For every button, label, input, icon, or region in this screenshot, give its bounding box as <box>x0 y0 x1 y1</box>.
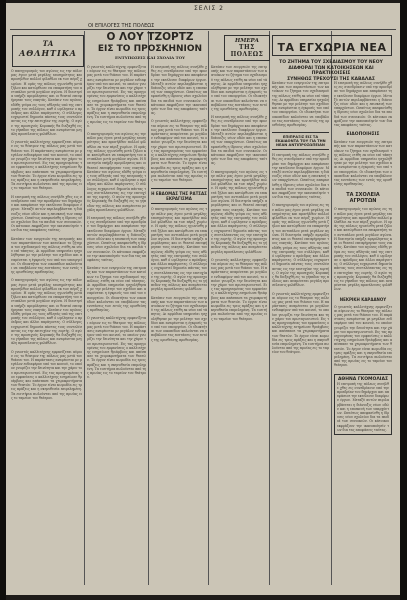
column-1 <box>11 69 82 589</box>
column-rule <box>331 31 332 585</box>
column-2-text: Ο γνωστός καλλιτέχνης εμφανίζεται αύριον εις το θέατρον της πόλεως μας μετά του θιάσου του. Η παράστασις αναμένεται με μεγάλον ενδιαφέρον υπό του κοινού, το οποίον γνωρίζει την δεινότητα και την χάριν του πρωταγωνιστού. Εις τας προηγουμένας του εμφανίσεις ο καλλιτέχνης εσημείωσε θριάμβους και απέσπασε τα χειροκροτήματα των θεατών. Το έργον είναι κωμωδία εις τρεις πράξεις και η σκηνοθεσία επιμελημένη. Τα εισιτήρια πωλούνται από της πρωίας εις το ταμείον του θεάτρου. <box>87 65 146 128</box>
page-number: ΣΕΛΙΣ 2 <box>194 5 224 12</box>
column-5-text-cont3: Ο γνωστός καλλιτέχνης εμφανίζεται αύριον εις το θέατρον της πόλεως μας μετά του θιάσου του. Η παράστασις αναμένεται με μεγάλον ενδιαφέρον υπό του κοινού, το οποίον γνωρίζει την δεινότητα και την χάριν του πρωταγωνιστού. Εις τας προηγουμένας του εμφανίσεις ο καλλιτέχνης εσημείωσε θριάμβους και απέσπασε τα χειροκροτήματα των θεατών. Το έργον είναι κωμωδία εις τρεις πράξεις και η σκηνοθεσία επιμελημένη. Τα εισιτήρια πωλούνται από της πρωίας εις το ταμείον του θεάτρου. <box>272 291 329 355</box>
masthead-rule <box>10 29 396 30</box>
column-2-text-cont4: Ο γνωστός καλλιτέχνης εμφανίζεται αύριον εις το θέατρον της πόλεως μας μετά του θιάσου του. Η παράστασις αναμένεται με μεγάλον ενδιαφέρον υπό του κοινού, το οποίον γνωρίζει την δεινότητα και την χάριν του πρωταγωνιστού. Εις τας προηγουμένας του εμφανίσεις ο καλλιτέχνης εσημείωσε θριάμβους και απέσπασε τα χειροκροτήματα των θεατών. Το έργον είναι κωμωδία εις τρεις πράξεις και η σκηνοθεσία επιμελημένη. Τα εισιτήρια πωλούνται από της πρωίας εις το ταμείον του θεάτρου. <box>87 316 146 380</box>
city-heading-line2: ΤΗΣ ΠΟΛΕΩΣ <box>230 44 264 58</box>
column-label: ΟΙ ΕΠΙΛΟΓΕΣ ΤΗΣ ΠΟΛΕΩΣ <box>88 23 155 29</box>
feature-dateline: ΕΝΤΥΠΩΣΕΙΣ ΚΑΙ ΣΧΟΛΙΑ ΤΟΥ <box>115 55 185 60</box>
mid-box-heading: Η ΕΒΔΟΜΑΣ ΤΗΣ ΡΑΤΣΑΣ ΕΚΡΑΓΙΣΜΑ <box>151 188 207 204</box>
column-3 <box>151 65 207 590</box>
column-rule <box>269 31 270 585</box>
sports-heading-box <box>12 35 84 67</box>
column-2-text-cont3: Κατόπιν των ενεργειών της επιτροπής και των παραστάσεων των κατοίκων το ζήτημα του σχεδιασμού της πόλεως ετέθη εκ νέου επί τάπητος. Αι αρμόδιαι υπηρεσίαι ησχολήθησαν με την μελέτην του σχεδίου και αναμένεται η έγκρισίς του υπό του υπουργείου. Οι ιδιοκτήται των οικοπέδων καλούνται να υποβάλουν τας ενστάσεις των εντός της ορισθείσης προθεσμίας. <box>87 266 146 313</box>
column-6-text: Η επιτροπή της πόλεως συνήλθε χθες εις συνεδρίασιν υπό την προεδρίαν του δημάρχου και απεφάσισε την εκτέλεσιν διαφόρων έργων. Μεταξύ αυτών περιλαμβάνεται η διάνοιξις νέων οδών και η επισκευή των υπαρχόντων. Ωσαύτως απεφασίσθη η ίδρυσις νέου σχολείου δια τα παιδιά των συνοικιών. Οι κάτοικοι εκφράζουν την ικανοποίησίν των δια τας αποφάσεις ταύτας. <box>334 81 392 128</box>
column-1-text: Ο πανηγυρισμός του αγώνος εις την πόλιν μας έγινε μετά μεγάλης επισημότητος και προσήλθον πολλοί φίλαθλοι εκ των πέριξ χωρίων. Η ομάς της πόλεως ηγωνίσθη μετά ζήλου και κατώρθωσε να επικρατήση του αντιπάλου μετά μεγάλον αγώνα. Η διαιτησία υπήρξε αμερόληπτος και οι θεαταί επευφήμησαν τους νικητάς. Κατόπιν του αγώνος εδόθη γεύμα εις τους αθλητάς υπό της επιτροπής του συλλόγου, καθ ό ωμίλησαν ο πρόεδρος και άλλοι παράγοντες. Ο σύλλογος ευχαριστεί δημοσία πάντας τους συντελέσαντας εις την επιτυχίαν της εορτής. Ο αγών της προσεχούς Κυριακής θα διεξαχθή εις το γήπεδον της πόλεως και αναμένεται μεγάλη προσέλευσις φιλάθλων. <box>11 69 82 137</box>
column-3-text-cont2: Ο πανηγυρισμός του αγώνος εις την πόλιν μας έγινε μετά μεγάλης επισημότητος και προσήλθον πολλοί φίλαθλοι εκ των πέριξ χωρίων. Η ομάς της πόλεως ηγωνίσθη μετά ζήλου και κατώρθωσε να επικρατήση του αντιπάλου μετά μεγάλον αγώνα. Η διαιτησία υπήρξε αμερόληπτος και οι θεαταί επευφήμησαν τους νικητάς. Κατόπιν του αγώνος εδόθη γεύμα εις τους αθλητάς υπό της επιτροπής του συλλόγου, καθ ό ωμίλησαν ο πρόεδρος και άλλοι παράγοντες. Ο σύλλογος ευχαριστεί δημοσία πάντας τους συντελέσαντας εις την επιτυχίαν της εορτής. Ο αγών της προσεχούς Κυριακής θα διεξαχθή εις το γήπεδον της πόλεως και αναμένεται μεγάλη προσέλευσις φιλάθλων. <box>151 207 207 292</box>
local-news-title: ΤΑ ΕΓΧΩΡΙΑ ΝΕΑ <box>277 41 387 54</box>
column-4-text-cont2: Ο πανηγυρισμός του αγώνος εις την πόλιν μας έγινε μετά μεγάλης επισημότητος και προσήλθον πολλοί φίλαθλοι εκ των πέριξ χωρίων. Η ομάς της πόλεως ηγωνίσθη μετά ζήλου και κατώρθωσε να επικρατήση του αντιπάλου μετά μεγάλον αγώνα. Η διαιτησία υπήρξε αμερόληπτος και οι θεαταί επευφήμησαν τους νικητάς. Κατόπιν του αγώνος εδόθη γεύμα εις τους αθλητάς υπό της επιτροπής του συλλόγου, καθ ό ωμίλησαν ο πρόεδρος και άλλοι παράγοντες. Ο σύλλογος ευχαριστεί δημοσία πάντας τους συντελέσαντας εις την επιτυχίαν της εορτής. Ο αγών της προσεχούς Κυριακής θα διεξαχθή εις το γήπεδον της πόλεως και αναμένεται μεγάλη προσέλευσις φιλάθλων. <box>211 169 267 254</box>
feature-subtitle: ΕΙΣ ΤΟ ΠΡΟΣΚΗΝΙΟΝ <box>97 44 203 54</box>
right-news3-heading: ΝΕΚΡΙΚΗ ΚΑΡΔΑΝΟΥ <box>339 296 387 302</box>
column-1-text-cont2: Η επιτροπή της πόλεως συνήλθε χθες εις συνεδρίασιν υπό την προεδρίαν του δημάρχου και απεφάσισε την εκτέλεσιν διαφόρων έργων. Μεταξύ αυτών περιλαμβάνεται η διάνοιξις νέων οδών και η επισκευή των υπαρχόντων. Ωσαύτως απεφασίσθη η ίδρυσις νέου σχολείου δια τα παιδιά των συνοικιών. Οι κάτοικοι εκφράζουν την ικανοποίησίν των δια τας αποφάσεις ταύτας. <box>11 194 82 233</box>
column-6-text-cont3: Ο γνωστός καλλιτέχνης εμφανίζεται αύριον εις το θέατρον της πόλεως μας μετά του θιάσου του. Η παράστασις αναμένεται με μεγάλον ενδιαφέρον υπό του κοινού, το οποίον γνωρίζει την δεινότητα και την χάριν του πρωταγωνιστού. Εις τας προηγουμένας του εμφανίσεις ο καλλιτέχνης εσημείωσε θριάμβους και απέσπασε τα χειροκροτήματα των θεατών. Το έργον είναι κωμωδία εις τρεις πράξεις και η σκηνοθεσία επιμελημένη. Τα εισιτήρια πωλούνται από της πρωίας εις το ταμείον του θεάτρου. <box>334 304 392 368</box>
column-rule <box>208 31 209 585</box>
column-3-text-cont: Ο γνωστός καλλιτέχνης εμφανίζεται αύριον εις το θέατρον της πόλεως μας μετά του θιάσου του. Η παράστασις αναμένεται με μεγάλον ενδιαφέρον υπό του κοινού, το οποίον γνωρίζει την δεινότητα και την χάριν του πρωταγωνιστού. Εις τας προηγουμένας του εμφανίσεις ο καλλιτέχνης εσημείωσε θριάμβους και απέσπασε τα χειροκροτήματα των θεατών. Το έργον είναι κωμωδία εις τρεις πράξεις και η σκηνοθεσία επιμελημένη. Τα εισιτήρια πωλούνται από της πρωίας εις το ταμείον του θεάτρου. <box>151 119 207 183</box>
column-1-text-cont: Ο γνωστός καλλιτέχνης εμφανίζεται αύριον εις το θέατρον της πόλεως μας μετά του θιάσου του. Η παράστασις αναμένεται με μεγάλον ενδιαφέρον υπό του κοινού, το οποίον γνωρίζει την δεινότητα και την χάριν του πρωταγωνιστού. Εις τας προηγουμένας του εμφανίσεις ο καλλιτέχνης εσημείωσε θριάμβους και απέσπασε τα χειροκροτήματα των θεατών. Το έργον είναι κωμωδία εις τρεις πράξεις και η σκηνοθεσία επιμελημένη. Τα εισιτήρια πωλούνται από της πρωίας εις το ταμείον του θεάτρου. <box>11 140 82 191</box>
right-mid-heading: ΕΠΙΠΡΑΞΙΣ ΕΙΣ ΤΑ ΕΚΔΙΔΟΝΤΑ ΤΟΥ ΓΙΑ ΤΗΝ ΝΕΑΝ ΑΝΤΙΠΡΟΣΩΠΕΙΑΝ <box>272 132 329 150</box>
column-6-text-cont2: Ο πανηγυρισμός του αγώνος εις την πόλιν μας έγινε μετά μεγάλης επισημότητος και προσήλθον πολλοί φίλαθλοι εκ των πέριξ χωρίων. Η ομάς της πόλεως ηγωνίσθη μετά ζήλου και κατώρθωσε να επικρατήση του αντιπάλου μετά μεγάλον αγώνα. Η διαιτησία υπήρξε αμερόληπτος και οι θεαταί επευφήμησαν τους νικητάς. Κατόπιν του αγώνος εδόθη γεύμα εις τους αθλητάς υπό της επιτροπής του συλλόγου, καθ ό ωμίλησαν ο πρόεδρος και άλλοι παράγοντες. Ο σύλλογος ευχαριστεί δημοσία πάντας τους συντελέσαντας εις την επιτυχίαν της εορτής. Ο αγών της προσεχούς Κυριακής θα διεξαχθή εις το γήπεδον της πόλεως και αναμένεται μεγάλη προσέλευσις φιλάθλων. <box>334 207 392 292</box>
local-news-subheads <box>272 60 390 82</box>
column-2-text-cont2: Η επιτροπή της πόλεως συνήλθε χθες εις συνεδρίασιν υπό την προεδρίαν του δημάρχου και απεφάσισε την εκτέλεσιν διαφόρων έργων. Μεταξύ αυτών περιλαμβάνεται η διάνοιξις νέων οδών και η επισκευή των υπαρχόντων. Ωσαύτως απεφασίσθη η ίδρυσις νέου σχολείου δια τα παιδιά των συνοικιών. Οι κάτοικοι εκφράζουν την ικανοποίησίν των δια τας αποφάσεις ταύτας. <box>87 215 146 262</box>
local-news-subhead-1: ΤΟ ΖΗΤΗΜΑ ΤΟΥ ΣΧΕΔΙΑΣΜΟΥ ΤΟΥ ΝΕΟΥ <box>279 60 383 65</box>
column-1-text-cont5: Ο γνωστός καλλιτέχνης εμφανίζεται αύριον εις το θέατρον της πόλεως μας μετά του θιάσου του. Η παράστασις αναμένεται με μεγάλον ενδιαφέρον υπό του κοινού, το οποίον γνωρίζει την δεινότητα και την χάριν του πρωταγωνιστού. Εις τας προηγουμένας του εμφανίσεις ο καλλιτέχνης εσημείωσε θριάμβους και απέσπασε τα χειροκροτήματα των θεατών. Το έργον είναι κωμωδία εις τρεις πράξεις και η σκηνοθεσία επιμελημένη. Τα εισιτήρια πωλούνται από της πρωίας εις το ταμείον του θεάτρου. <box>11 349 82 400</box>
column-1-text-cont4: Ο πανηγυρισμός του αγώνος εις την πόλιν μας έγινε μετά μεγάλης επισημότητος και προσήλθον πολλοί φίλαθλοι εκ των πέριξ χωρίων. Η ομάς της πόλεως ηγωνίσθη μετά ζήλου και κατώρθωσε να επικρατήση του αντιπάλου μετά μεγάλον αγώνα. Η διαιτησία υπήρξε αμερόληπτος και οι θεαταί επευφήμησαν τους νικητάς. Κατόπιν του αγώνος εδόθη γεύμα εις τους αθλητάς υπό της επιτροπής του συλλόγου, καθ ό ωμίλησαν ο πρόεδρος και άλλοι παράγοντες. Ο σύλλογος ευχαριστεί δημοσία πάντας τους συντελέσαντας εις την επιτυχίαν της εορτής. Ο αγών της προσεχούς Κυριακής θα διεξαχθή εις το γήπεδον της πόλεως και αναμένεται μεγάλη προσέλευσις φιλάθλων. <box>11 278 82 346</box>
masthead <box>6 3 400 29</box>
bottom-notice-box <box>334 374 392 435</box>
column-5-text-cont: Η επιτροπή της πόλεως συνήλθε χθες εις συνεδρίασιν υπό την προεδρίαν του δημάρχου και απεφάσισε την εκτέλεσιν διαφόρων έργων. Μεταξύ αυτών περιλαμβάνεται η διάνοιξις νέων οδών και η επισκευή των υπαρχόντων. Ωσαύτως απεφασίσθη η ίδρυσις νέου σχολείου δια τα παιδιά των συνοικιών. Οι κάτοικοι εκφράζουν την ικανοποίησίν των δια τας αποφάσεις ταύτας. <box>272 153 329 200</box>
column-3-text-cont3: Κατόπιν των ενεργειών της επιτροπής και των παραστάσεων των κατοίκων το ζήτημα του σχεδιασμού της πόλεως ετέθη εκ νέου επί τάπητος. Αι αρμόδιαι υπηρεσίαι ησχολήθησαν με την μελέτην του σχεδίου και αναμένεται η έγκρισίς του υπό του υπουργείου. Οι ιδιοκτήται των οικοπέδων καλούνται να υποβάλουν τας ενστάσεις των εντός της ορισθείσης προθεσμίας. <box>151 295 207 342</box>
column-2 <box>87 65 146 590</box>
column-6 <box>334 81 392 591</box>
local-news-heading-box <box>272 35 392 56</box>
column-4 <box>211 65 267 590</box>
feature-title: Ο ΛΟΥ ΤΖΟΡΤΖ <box>106 31 194 43</box>
newspaper-page <box>6 3 400 595</box>
column-6-text-cont: Κατόπιν των ενεργειών της επιτροπής και των παραστάσεων των κατοίκων το ζήτημα του σχεδιασμού της πόλεως ετέθη εκ νέου επί τάπητος. Αι αρμόδιαι υπηρεσίαι ησχολήθησαν με την μελέτην του σχεδίου και αναμένεται η έγκρισίς του υπό του υπουργείου. Οι ιδιοκτήται των οικοπέδων καλούνται να υποβάλουν τας ενστάσεις των εντός της ορισθείσης προθεσμίας. <box>334 140 392 187</box>
scan-border-right <box>400 0 407 600</box>
right-box-heading: ΕΙΔΟΠΟΙΗΣΙΣ <box>346 132 380 138</box>
column-4-text-cont: Η επιτροπή της πόλεως συνήλθε χθες εις συνεδρίασιν υπό την προεδρίαν του δημάρχου και απεφάσισε την εκτέλεσιν διαφόρων έργων. Μεταξύ αυτών περιλαμβάνεται η διάνοιξις νέων οδών και η επισκευή των υπαρχόντων. Ωσαύτως απεφασίσθη η ίδρυσις νέου σχολείου δια τα παιδιά των συνοικιών. Οι κάτοικοι εκφράζουν την ικανοποίησίν των δια τας αποφάσεις ταύτας. <box>211 115 267 166</box>
column-2-text-cont: Ο πανηγυρισμός του αγώνος εις την πόλιν μας έγινε μετά μεγάλης επισημότητος και προσήλθον πολλοί φίλαθλοι εκ των πέριξ χωρίων. Η ομάς της πόλεως ηγωνίσθη μετά ζήλου και κατώρθωσε να επικρατήση του αντιπάλου μετά μεγάλον αγώνα. Η διαιτησία υπήρξε αμερόληπτος και οι θεαταί επευφήμησαν τους νικητάς. Κατόπιν του αγώνος εδόθη γεύμα εις τους αθλητάς υπό της επιτροπής του συλλόγου, καθ ό ωμίλησαν ο πρόεδρος και άλλοι παράγοντες. Ο σύλλογος ευχαριστεί δημοσία πάντας τους συντελέσαντας εις την επιτυχίαν της εορτής. Ο αγών της προσεχούς Κυριακής θα διεξαχθή εις το γήπεδον της πόλεως και αναμένεται μεγάλη προσέλευσις φιλάθλων. <box>87 132 146 212</box>
sports-heading-line1: ΤΑ <box>42 39 54 48</box>
city-heading-box <box>224 35 270 61</box>
column-5 <box>272 81 329 591</box>
bottom-box-heading: ΑΘΗΝΑ ΓΚΟΜΟΛΙΑΣ <box>337 376 389 382</box>
column-3-text: Η επιτροπή της πόλεως συνήλθε χθες εις συνεδρίασιν υπό την προεδρίαν του δημάρχου και απεφάσισε την εκτέλεσιν διαφόρων έργων. Μεταξύ αυτών περιλαμβάνεται η διάνοιξις νέων οδών και η επισκευή των υπαρχόντων. Ωσαύτως απεφασίσθη η ίδρυσις νέου σχολείου δια τα παιδιά των συνοικιών. Οι κάτοικοι εκφράζουν την ικανοποίησίν των δια τας αποφάσεις ταύτας. <box>151 65 207 116</box>
column-4-text-cont3: Ο γνωστός καλλιτέχνης εμφανίζεται αύριον εις το θέατρον της πόλεως μας μετά του θιάσου του. Η παράστασις αναμένεται με μεγάλον ενδιαφέρον υπό του κοινού, το οποίον γνωρίζει την δεινότητα και την χάριν του πρωταγωνιστού. Εις τας προηγουμένας του εμφανίσεις ο καλλιτέχνης εσημείωσε θριάμβους και απέσπασε τα χειροκροτήματα των θεατών. Το έργον είναι κωμωδία εις τρεις πράξεις και η σκηνοθεσία επιμελημένη. Τα εισιτήρια πωλούνται από της πρωίας εις το ταμείον του θεάτρου. <box>211 257 267 321</box>
feature-headline <box>86 31 214 60</box>
sports-heading-line2: ΑΘΛΗΤΙΚΑ <box>19 48 77 58</box>
column-rule <box>148 31 149 585</box>
bottom-box-text: Η επιτροπή της πόλεως συνήλθε χθες εις συνεδρίασιν υπό την προεδρίαν του δημάρχου και απεφάσισε την εκτέλεσιν διαφόρων έργων. Μεταξύ αυτών περιλαμβάνεται η διάνοιξις νέων οδών και η επισκευή των υπαρχόντων. Ωσαύτως απεφασίσθη η ίδρυσις νέου σχολείου δια τα παιδιά των συνοικιών. Οι κάτοικοι εκφράζουν την ικανοποίησίν των δια τας αποφάσεις ταύτας. <box>337 381 389 432</box>
column-5-text: Κατόπιν των ενεργειών της επιτροπής και των παραστάσεων των κατοίκων το ζήτημα του σχεδιασμού της πόλεως ετέθη εκ νέου επί τάπητος. Αι αρμόδιαι υπηρεσίαι ησχολήθησαν με την μελέτην του σχεδίου και αναμένεται η έγκρισίς του υπό του υπουργείου. Οι ιδιοκτήται των οικοπέδων καλούνται να υποβάλουν τας ενστάσεις των εντός της ορισθείσης προθεσμίας. <box>272 81 329 128</box>
local-news-subhead-2: ΔΙΑΦΟΡΑΙ ΤΩΝ ΚΑΤΟΙΚΗΣΕΩΝ ΚΑΙ ΠΡΑΚΤΙΚΟΙΣΕΙΣ <box>288 66 374 76</box>
local-news-subhead-3: ΣΥΝΗΘΩΣ ΤΡΕΧΟΥΣΙ ΤΗΣ ΚΑΒΑΛΑΣ <box>287 77 375 82</box>
column-rule <box>84 31 85 585</box>
right-news2-heading: ΤΑ ΣΧΟΛΕΙΑ ΑΓΡΟΤΩΝ <box>346 192 380 205</box>
column-4-text: Κατόπιν των ενεργειών της επιτροπής και των παραστάσεων των κατοίκων το ζήτημα του σχεδιασμού της πόλεως ετέθη εκ νέου επί τάπητος. Αι αρμόδιαι υπηρεσίαι ησχολήθησαν με την μελέτην του σχεδίου και αναμένεται η έγκρισίς του υπό του υπουργείου. Οι ιδιοκτήται των οικοπέδων καλούνται να υποβάλουν τας ενστάσεις των εντός της ορισθείσης προθεσμίας. <box>211 65 267 112</box>
column-5-text-cont2: Ο πανηγυρισμός του αγώνος εις την πόλιν μας έγινε μετά μεγάλης επισημότητος και προσήλθον πολλοί φίλαθλοι εκ των πέριξ χωρίων. Η ομάς της πόλεως ηγωνίσθη μετά ζήλου και κατώρθωσε να επικρατήση του αντιπάλου μετά μεγάλον αγώνα. Η διαιτησία υπήρξε αμερόληπτος και οι θεαταί επευφήμησαν τους νικητάς. Κατόπιν του αγώνος εδόθη γεύμα εις τους αθλητάς υπό της επιτροπής του συλλόγου, καθ ό ωμίλησαν ο πρόεδρος και άλλοι παράγοντες. Ο σύλλογος ευχαριστεί δημοσία πάντας τους συντελέσαντας εις την επιτυχίαν της εορτής. Ο αγών της προσεχούς Κυριακής θα διεξαχθή εις το γήπεδον της πόλεως και αναμένεται μεγάλη προσέλευσις φιλάθλων. <box>272 203 329 288</box>
city-heading-line1: ΗΜΕΡΑ <box>235 38 259 44</box>
column-1-text-cont3: Κατόπιν των ενεργειών της επιτροπής και των παραστάσεων των κατοίκων το ζήτημα του σχεδιασμού της πόλεως ετέθη εκ νέου επί τάπητος. Αι αρμόδιαι υπηρεσίαι ησχολήθησαν με την μελέτην του σχεδίου και αναμένεται η έγκρισίς του υπό του υπουργείου. Οι ιδιοκτήται των οικοπέδων καλούνται να υποβάλουν τας ενστάσεις των εντός της ορισθείσης προθεσμίας. <box>11 236 82 275</box>
